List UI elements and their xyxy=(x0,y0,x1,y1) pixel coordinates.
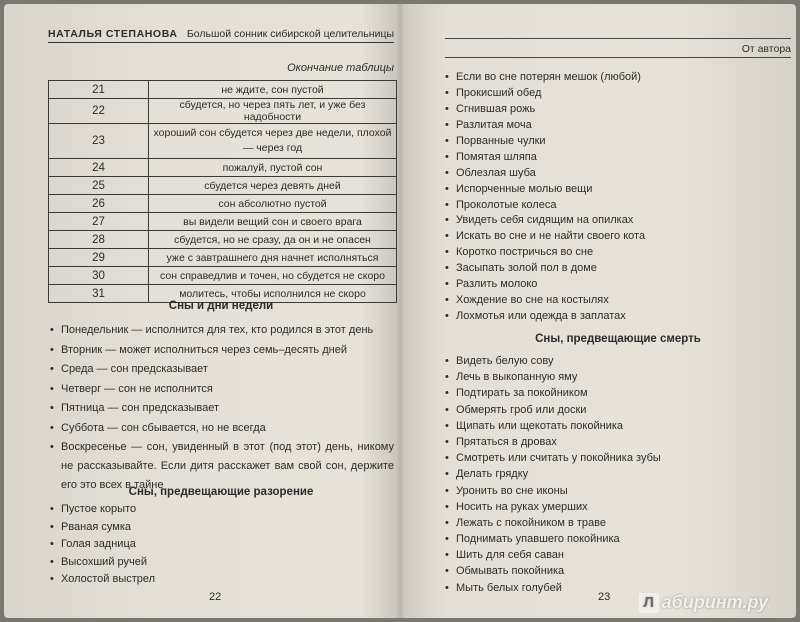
list-item: • Рваная сумка xyxy=(50,519,394,537)
death-list xyxy=(445,353,791,596)
list-item: • Обмывать покойника xyxy=(445,563,791,579)
list-item: • Если во сне потерян мешок (любой) xyxy=(445,70,791,86)
table-cell-number: 27 xyxy=(49,213,149,231)
running-head-left xyxy=(48,28,394,43)
list-item: • Высохший ручей xyxy=(50,554,394,572)
section-title-weekdays: Сны и дни недели xyxy=(168,300,274,312)
list-item: • Лохмотья или одежда в заплатах xyxy=(445,309,791,325)
table-cell-number: 21 xyxy=(49,81,149,99)
table-row xyxy=(49,159,397,177)
list-item: • Коротко постричься во сне xyxy=(445,245,791,261)
book-spread xyxy=(4,4,796,618)
table-cell-number: 24 xyxy=(49,159,149,177)
section-title-ruin: Сны, предвещающие разорение xyxy=(128,486,314,498)
list-item: • Хождение во сне на костылях xyxy=(445,293,791,309)
table-cell-text: сон справедлив и точен, но сбудется не скоро xyxy=(149,267,397,285)
table-cell-number: 30 xyxy=(49,267,149,285)
list-item: • Облезлая шуба xyxy=(445,166,791,182)
table-row xyxy=(49,81,397,99)
table-row xyxy=(49,231,397,249)
table-cell-text: сбудется, но не сразу, да он и не опасен xyxy=(149,231,397,249)
table-cell-number: 29 xyxy=(49,249,149,267)
list-item: • Воскресенье — сон, увиденный в этот (под этот) день, никому не рассказывайте. Если дитя расскажет вам свой сон, держите его это всех в тайне xyxy=(50,438,394,495)
weekdays-list xyxy=(50,321,394,495)
list-item: • Суббота — сон сбывается, но не всегда xyxy=(50,419,394,439)
list-item: • Вторник — может исполниться через семь–десять дней xyxy=(50,341,394,361)
table-cell-number: 23 xyxy=(49,124,149,159)
running-head-right: От автора xyxy=(445,38,791,58)
table-cell-number: 25 xyxy=(49,177,149,195)
running-head-book-title: Большой сонник сибирской целительницы xyxy=(186,28,394,40)
table-row xyxy=(49,195,397,213)
list-item: • Пустое корыто xyxy=(50,501,394,519)
table-row xyxy=(49,124,397,159)
table-cell-number: 26 xyxy=(49,195,149,213)
list-item: • Обмерять гроб или доски xyxy=(445,402,791,418)
list-item: • Понедельник — исполнится для тех, кто родился в этот день xyxy=(50,321,394,341)
list-item: • Видеть белую сову xyxy=(445,353,791,369)
list-item: • Порванные чулки xyxy=(445,134,791,150)
left-page xyxy=(4,4,400,618)
table-row xyxy=(49,213,397,231)
list-item: • Делать грядку xyxy=(445,466,791,482)
list-item: • Увидеть себя сидящим на опилках xyxy=(445,213,791,229)
list-item: • Уронить во сне иконы xyxy=(445,483,791,499)
list-item: • Холостой выстрел xyxy=(50,571,394,589)
list-item: • Поднимать упавшего покойника xyxy=(445,531,791,547)
list-item: • Смотреть или считать у покойника зубы xyxy=(445,450,791,466)
table-cell-text: молитесь, чтобы исполнился не скоро xyxy=(149,285,397,303)
ruin-list xyxy=(50,501,394,589)
table-cell-text: сбудется, но через пять лет, и уже без надобности xyxy=(149,99,397,124)
list-item: • Подтирать за покойником xyxy=(445,385,791,401)
right-page xyxy=(400,4,796,618)
list-item: • Голая задница xyxy=(50,536,394,554)
table-cell-text: сбудется через девять дней xyxy=(149,177,397,195)
list-item: • Пятница — сон предсказывает xyxy=(50,399,394,419)
labirint-logo-icon: Л xyxy=(639,593,659,613)
list-item: • Щипать или щекотать покойника xyxy=(445,418,791,434)
list-item: • Носить на руках умерших xyxy=(445,499,791,515)
labirint-watermark xyxy=(639,592,768,613)
table-cell-number: 22 xyxy=(49,99,149,124)
list-item: • Прятаться в дровах xyxy=(445,434,791,450)
list-item: • Шить для себя саван xyxy=(445,547,791,563)
list-item: • Засыпать золой пол в доме xyxy=(445,261,791,277)
table-row xyxy=(49,267,397,285)
table-cell-text: пожалуй, пустой сон xyxy=(149,159,397,177)
page-number-right: 23 xyxy=(598,591,611,603)
table-cell-number: 28 xyxy=(49,231,149,249)
table-row xyxy=(49,249,397,267)
table-row xyxy=(49,99,397,124)
list-item: • Проколотые колеса xyxy=(445,198,791,214)
list-item: • Разлить молоко xyxy=(445,277,791,293)
watermark-text: абиринт.ру xyxy=(661,592,768,612)
page-number-left: 22 xyxy=(209,591,222,603)
list-item: • Лечь в выкопанную яму xyxy=(445,369,791,385)
table-cell-text: хороший сон сбудется через две недели, плохой — через год xyxy=(149,124,397,159)
table-row xyxy=(49,177,397,195)
list-item: • Искать во сне и не найти своего кота xyxy=(445,229,791,245)
list-item: • Сгнившая рожь xyxy=(445,102,791,118)
table-caption: Окончание таблицы xyxy=(287,62,394,74)
ruin-list-continued xyxy=(445,70,791,325)
section-title-death: Сны, предвещающие смерть xyxy=(535,333,701,345)
dream-day-table xyxy=(48,80,397,303)
list-item: • Испорченные молью вещи xyxy=(445,182,791,198)
running-head-author: НАТАЛЬЯ СТЕПАНОВА xyxy=(48,28,178,40)
list-item: • Четверг — сон не исполнится xyxy=(50,380,394,400)
list-item: • Помятая шляпа xyxy=(445,150,791,166)
table-cell-text: сон абсолютно пустой xyxy=(149,195,397,213)
list-item: • Среда — сон предсказывает xyxy=(50,360,394,380)
table-cell-text: вы видели вещий сон и своего врага xyxy=(149,213,397,231)
list-item: • Разлитая моча xyxy=(445,118,791,134)
list-item: • Лежать с покойником в траве xyxy=(445,515,791,531)
table-cell-text: уже с завтрашнего дня начнет исполняться xyxy=(149,249,397,267)
list-item: • Мыть белых голубей xyxy=(445,580,791,596)
table-cell-number: 31 xyxy=(49,285,149,303)
list-item: • Прокисший обед xyxy=(445,86,791,102)
table-cell-text: не ждите, сон пустой xyxy=(149,81,397,99)
